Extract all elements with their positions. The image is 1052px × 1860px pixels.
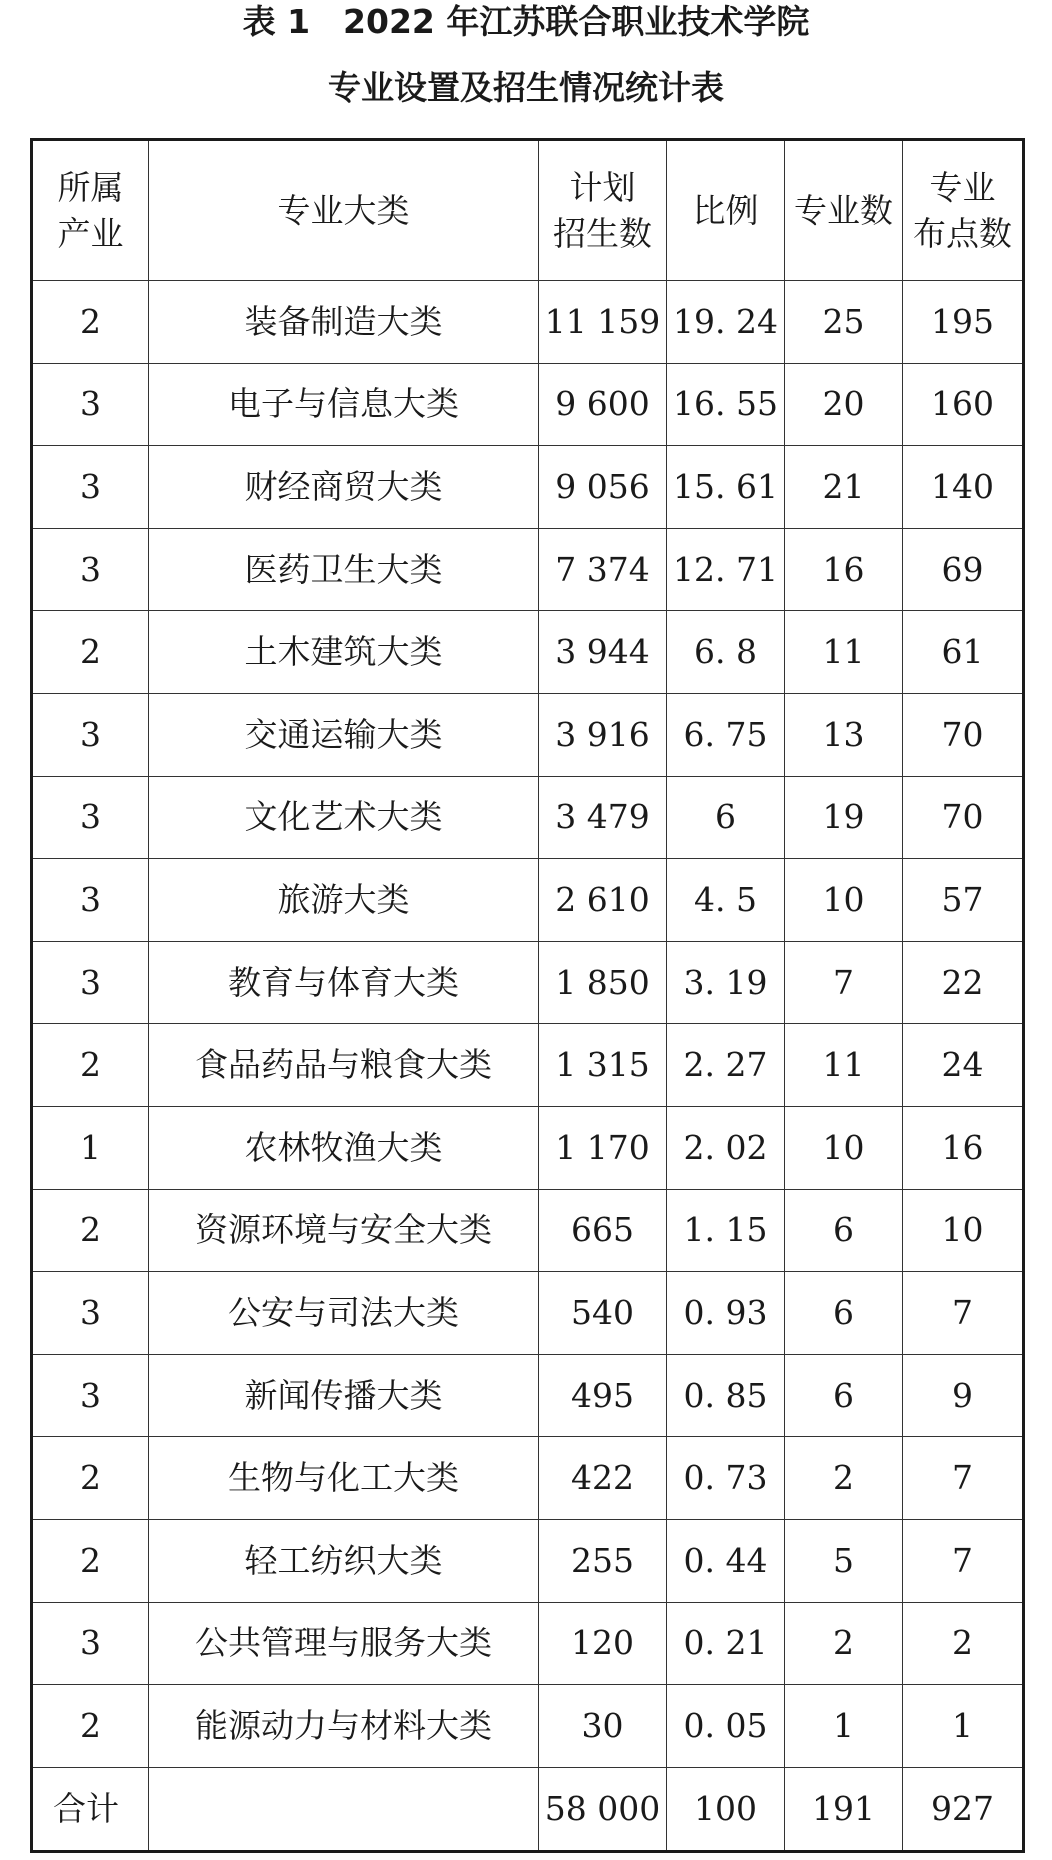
cell-majors: 6 [785,1354,903,1437]
cell-category: 土木建筑大类 [149,611,539,694]
cell-industry: 2 [32,1437,149,1520]
cell-majors: 19 [785,776,903,859]
cell-points: 69 [903,528,1024,611]
cell-industry: 3 [32,776,149,859]
table-body [32,281,1024,1768]
cell-plan: 30 [539,1685,667,1768]
cell-plan: 495 [539,1354,667,1437]
cell-category: 交通运输大类 [149,693,539,776]
cell-points: 1 [903,1685,1024,1768]
cell-category: 装备制造大类 [149,281,539,364]
cell-ratio: 0. 05 [667,1685,785,1768]
cell-category: 公共管理与服务大类 [149,1602,539,1685]
table-row [32,859,1024,942]
table-row [32,941,1024,1024]
cell-points: 2 [903,1602,1024,1685]
cell-plan: 665 [539,1189,667,1272]
cell-ratio: 0. 21 [667,1602,785,1685]
cell-points: 160 [903,363,1024,446]
header-plan: 计划 招生数 [539,140,667,281]
cell-plan: 1 170 [539,1106,667,1189]
cell-majors: 2 [785,1437,903,1520]
header-points: 专业 布点数 [903,140,1024,281]
cell-industry: 3 [32,363,149,446]
table-row [32,363,1024,446]
cell-ratio: 0. 73 [667,1437,785,1520]
cell-majors: 10 [785,1106,903,1189]
total-row [32,1767,1024,1851]
cell-majors: 20 [785,363,903,446]
header-row [32,140,1024,281]
header-majors: 专业数 [785,140,903,281]
cell-category: 财经商贸大类 [149,446,539,529]
cell-plan: 3 944 [539,611,667,694]
cell-ratio: 16. 55 [667,363,785,446]
cell-category: 公安与司法大类 [149,1272,539,1355]
table-row [32,693,1024,776]
cell-category: 农林牧渔大类 [149,1106,539,1189]
cell-majors: 11 [785,1024,903,1107]
cell-points: 195 [903,281,1024,364]
cell-ratio: 15. 61 [667,446,785,529]
cell-ratio: 2. 27 [667,1024,785,1107]
cell-industry: 2 [32,281,149,364]
cell-points: 7 [903,1437,1024,1520]
cell-ratio: 2. 02 [667,1106,785,1189]
cell-majors: 13 [785,693,903,776]
cell-ratio: 0. 44 [667,1519,785,1602]
header-ratio: 比例 [667,140,785,281]
table-title-line2: 专业设置及招生情况统计表 [328,68,724,107]
cell-industry: 3 [32,1272,149,1355]
cell-majors: 6 [785,1272,903,1355]
cell-ratio: 19. 24 [667,281,785,364]
table-row [32,528,1024,611]
cell-ratio: 12. 71 [667,528,785,611]
total-ratio: 100 [667,1767,785,1851]
table-row [32,1354,1024,1437]
cell-plan: 9 600 [539,363,667,446]
cell-points: 70 [903,776,1024,859]
cell-plan: 2 610 [539,859,667,942]
cell-majors: 6 [785,1189,903,1272]
cell-points: 16 [903,1106,1024,1189]
cell-category: 食品药品与粮食大类 [149,1024,539,1107]
table-row [32,446,1024,529]
cell-majors: 2 [785,1602,903,1685]
cell-plan: 422 [539,1437,667,1520]
cell-category: 能源动力与材料大类 [149,1685,539,1768]
cell-points: 7 [903,1272,1024,1355]
cell-points: 9 [903,1354,1024,1437]
cell-category: 医药卫生大类 [149,528,539,611]
cell-points: 22 [903,941,1024,1024]
cell-points: 10 [903,1189,1024,1272]
cell-plan: 1 315 [539,1024,667,1107]
cell-category: 新闻传播大类 [149,1354,539,1437]
cell-points: 24 [903,1024,1024,1107]
total-category [149,1767,539,1851]
cell-majors: 1 [785,1685,903,1768]
cell-plan: 3 479 [539,776,667,859]
cell-industry: 3 [32,1354,149,1437]
header-category: 专业大类 [149,140,539,281]
cell-ratio: 6 [667,776,785,859]
cell-category: 生物与化工大类 [149,1437,539,1520]
table-row [32,1519,1024,1602]
cell-majors: 16 [785,528,903,611]
cell-plan: 3 916 [539,693,667,776]
cell-points: 61 [903,611,1024,694]
cell-plan: 120 [539,1602,667,1685]
cell-points: 140 [903,446,1024,529]
cell-industry: 3 [32,1602,149,1685]
table-row [32,1024,1024,1107]
cell-majors: 11 [785,611,903,694]
cell-industry: 2 [32,1189,149,1272]
table-row [32,1189,1024,1272]
table-row [32,1106,1024,1189]
cell-category: 旅游大类 [149,859,539,942]
cell-industry: 3 [32,528,149,611]
cell-plan: 11 159 [539,281,667,364]
cell-points: 7 [903,1519,1024,1602]
cell-majors: 10 [785,859,903,942]
cell-ratio: 3. 19 [667,941,785,1024]
cell-industry: 1 [32,1106,149,1189]
cell-plan: 255 [539,1519,667,1602]
total-points: 927 [903,1767,1024,1851]
table-row [32,1602,1024,1685]
cell-plan: 540 [539,1272,667,1355]
cell-industry: 2 [32,1519,149,1602]
cell-majors: 7 [785,941,903,1024]
cell-ratio: 1. 15 [667,1189,785,1272]
cell-ratio: 4. 5 [667,859,785,942]
cell-points: 70 [903,693,1024,776]
cell-ratio: 6. 8 [667,611,785,694]
cell-industry: 2 [32,611,149,694]
cell-industry: 3 [32,941,149,1024]
table-row [32,1272,1024,1355]
cell-industry: 3 [32,693,149,776]
table-row [32,281,1024,364]
cell-industry: 3 [32,859,149,942]
cell-category: 轻工纺织大类 [149,1519,539,1602]
cell-plan: 1 850 [539,941,667,1024]
cell-category: 资源环境与安全大类 [149,1189,539,1272]
cell-majors: 5 [785,1519,903,1602]
cell-category: 电子与信息大类 [149,363,539,446]
table-row [32,611,1024,694]
total-plan: 58 000 [539,1767,667,1851]
header-industry: 所属 产业 [32,140,149,281]
cell-plan: 9 056 [539,446,667,529]
table-row [32,1437,1024,1520]
cell-ratio: 0. 85 [667,1354,785,1437]
cell-points: 57 [903,859,1024,942]
cell-plan: 7 374 [539,528,667,611]
table-row [32,776,1024,859]
cell-industry: 3 [32,446,149,529]
cell-industry: 2 [32,1024,149,1107]
total-label: 合计 [32,1767,149,1851]
statistics-table [30,138,1025,1853]
cell-majors: 21 [785,446,903,529]
total-majors: 191 [785,1767,903,1851]
cell-ratio: 6. 75 [667,693,785,776]
table-row [32,1685,1024,1768]
cell-category: 教育与体育大类 [149,941,539,1024]
cell-majors: 25 [785,281,903,364]
cell-industry: 2 [32,1685,149,1768]
table-title-line1: 表 1 2022 年江苏联合职业技术学院 [242,2,810,41]
cell-category: 文化艺术大类 [149,776,539,859]
cell-ratio: 0. 93 [667,1272,785,1355]
